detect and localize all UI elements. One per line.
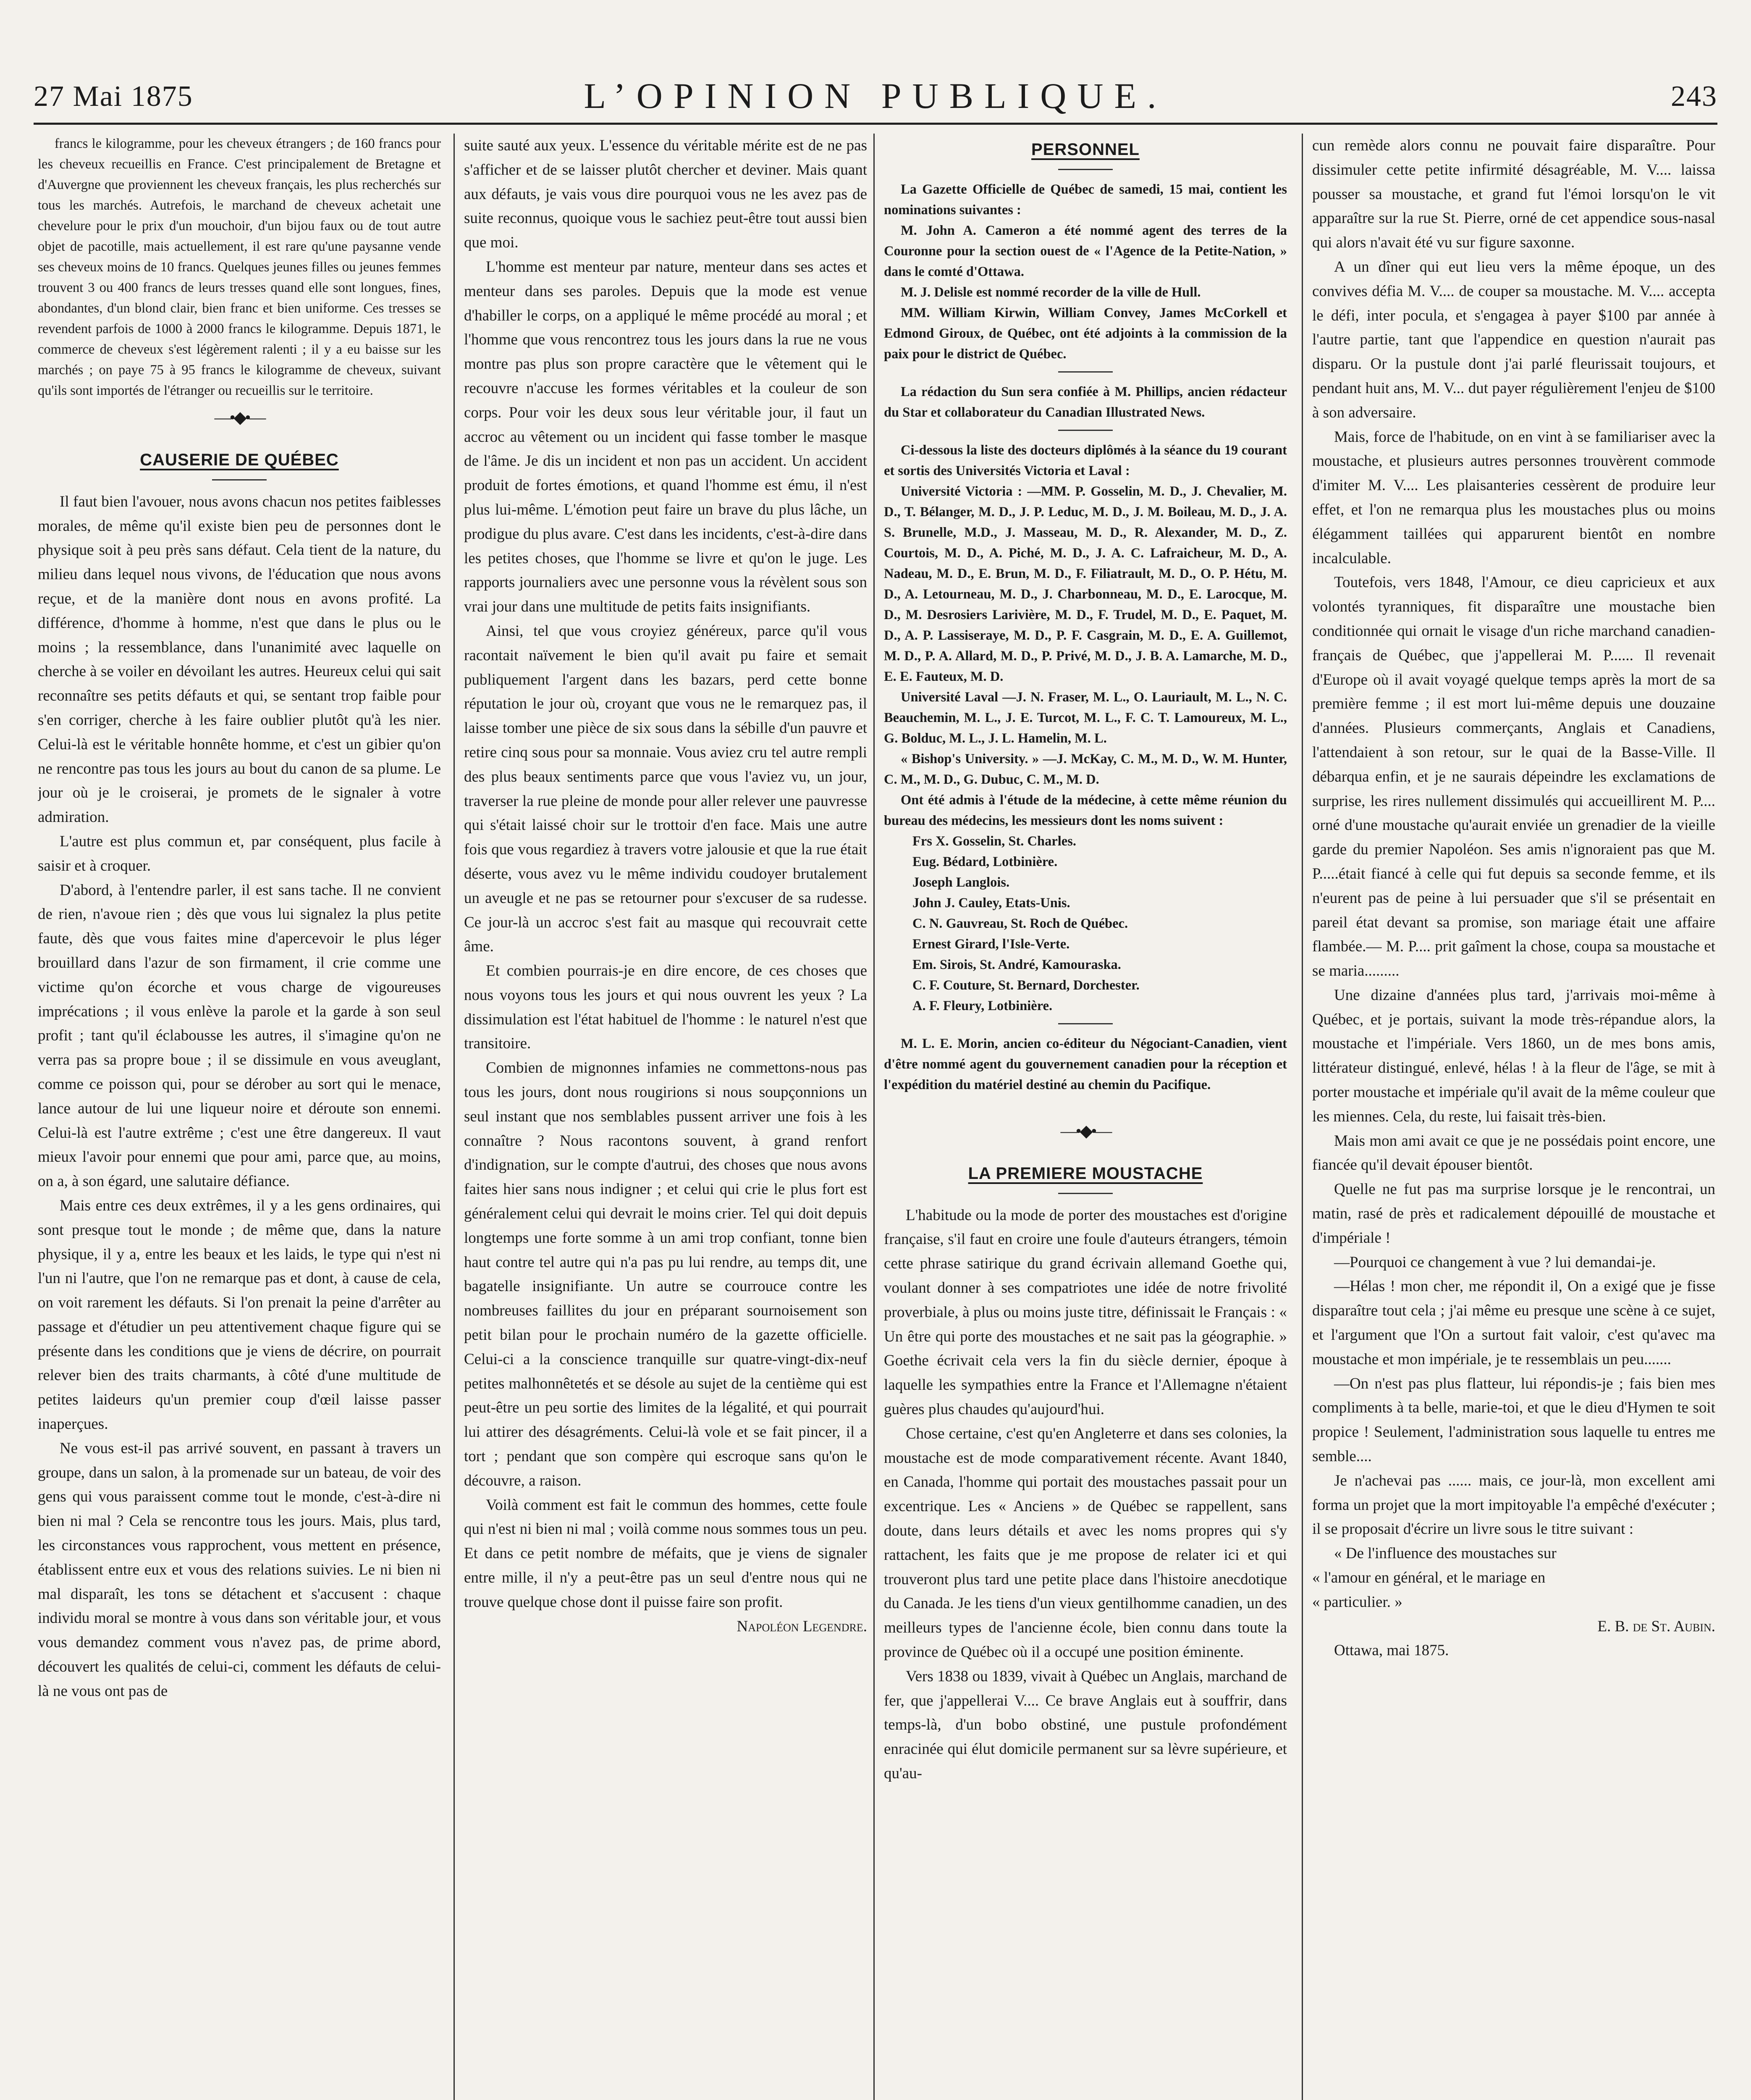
paragraph: Mais mon ami avait ce que je ne possédais point encore, une fiancée qu'il devait épouser bientôt. bbox=[1312, 1132, 1715, 1174]
paragraph: Combien de mignonnes infamies ne commettons-nous pas tous les jours, dont nous rougirions si nous soupçonnions un seul instant que nos semblables pussent arriver une fois à les connaître ? Nous racontons souvent, à grand renfort d'indignation, sur le compte d'autrui, des choses que nous avons faites hier sans nous indigner ; et celui qui crie le plus fort est généralement celui qui devrait le moins crier. Tel qui doit depuis longtemps une forte somme à un ami trop confiant, tonne bien haut contre tel autre qui n'a pas pu lui rendre, au temps dit, une bagatelle insignifiante. Un autre se courrouce contre les nombreuses faillites du jour en préparant sournoisement son petit bilan pour le prochain numéro de la gazette officielle. Celui-ci a la conscience tranquille sur quatre-vingt-dix-neuf petites malhonnêtetés et se désole au sujet de la centième qui est peut-être un peu sortie des limites de la légalité, et qui pourrait lui attirer des désagréments. Celui-là vole et se fait pincer, il a tort ; pendant que son compère qui escroque sans qu'on le découvre, a raison. bbox=[464, 1059, 867, 1489]
masthead: L’OPINION PUBLIQUE. bbox=[584, 76, 1167, 116]
paragraph: Université Victoria : —MM. P. Gosselin, M. D., J. Chevalier, M. D., T. Bélanger, M. D., J. P. Leduc, M. D., J. M. Boileau, M. D., J. A. S. Brunelle, M.D., J. Masseau, M. D., R. Alexander, M. D., Z. Courtois, M. D., A. Piché, M. D., J. A. C. Lafraicheur, M. D., A. Nadeau, M. D., E. Brun, M. D., F. Filiatrault, M. D., O. P. Hétu, M. D., A. Letourneau, M. D., J. Charbonneau, M. D., E. Larocque, M. D., M. Desrosiers Larivière, M. D., F. Trudel, M. D., E. Paquet, M. D., A. P. Lassiseraye, M. D., P. F. Casgrain, M. D., E. A. Guillemot, M. D., P. A. Allard, M. D., P. Privé, M. D., J. B. A. Lamarche, M. D., E. E. Fauteux, M. D. bbox=[884, 483, 1287, 684]
paragraph: Ainsi, tel que vous croyiez généreux, parce qu'il vous racontait naïvement le bien qu'il avait pu faire et semait publiquement l'argent dans les bazars, perd cette bonne réputation le jour où, croyant que vous ne le remarquez pas, il laisse tomber une pièce de six sous dans la sébille d'un pauvre et retire cinq sous pour sa monnaie. Vous aviez cru tel autre rempli des plus beaux sentiments parce que vous l'aviez vu, un jour, traverser la rue pleine de monde pour aller relever une pauvresse qui s'était laissé choir sur le trottoir d'en face. Mais une autre fois que vous regardiez à travers votre jalousie et que la rue était déserte, vous avez vu le même individu coudoyer brutalement un aveugle et ne pas se retourner pour s'excuser de sa rudesse. Ce jour-là un accroc s'est fait au masque qui recouvrait cette âme. bbox=[464, 622, 867, 956]
page-number: 243 bbox=[1671, 80, 1717, 113]
paragraph: —On n'est pas plus flatteur, lui répondis-je ; fais bien mes compliments à ta belle, marie-toi, et que le dieu d'Hymen te soit propice ! Seulement, l'administration sous laquelle tu entres me semble.... bbox=[1312, 1375, 1715, 1465]
list-item: C. F. Couture, St. Bernard, Dorchester. bbox=[912, 977, 1140, 993]
place-date: Ottawa, mai 1875. bbox=[1334, 1642, 1449, 1659]
paragraph: L'homme est menteur par nature, menteur dans ses actes et menteur dans ses paroles. Depuis que la mode est venue d'habiller le corps, on a appliqué le même procédé au moral ; et l'homme que vous rencontrez tous les jours dans la rue ne vous montre pas plus son propre caractère que le vêtement qui le recouvre n'accuse les formes véritables et la couleur de son corps. Pour voir les deux sous leur véritable jour, il faut un accroc au vêtement ou un incident qui fasse tomber le masque de l'âme. Je dis un incident et non pas un accident. Un accident produit de fortes émotions, et quand l'homme est ému, il n'est plus lui-même. L'émotion peut faire un brave du plus lâche, un prodigue du plus avare. C'est dans les incidents, c'est-à-dire dans les petites choses, que l'homme se livre et qu'on le juge. Les rapports journaliers avec une personne vous la révèlent sous son vrai jour dans une multitude de petits faits insignifiants. bbox=[464, 258, 867, 616]
paragraph: —Pourquoi ce changement à vue ? lui demandai-je. bbox=[1334, 1253, 1656, 1271]
notice-rule bbox=[1058, 371, 1113, 373]
heading-rule bbox=[1058, 169, 1113, 170]
author-signature: E. B. de St. Aubin. bbox=[1597, 1617, 1715, 1635]
book-title-line: « De l'influence des moustaches sur bbox=[1334, 1545, 1557, 1562]
issue-date: 27 Mai 1875 bbox=[34, 80, 193, 113]
list-item: Frs X. Gosselin, St. Charles. bbox=[912, 833, 1076, 849]
list-item: A. F. Fleury, Lotbinière. bbox=[912, 998, 1053, 1013]
column-rule bbox=[873, 134, 875, 2100]
paragraph: D'abord, à l'entendre parler, il est sans tache. Il ne convient de rien, n'avoue rien ; dès que vous lui signalez la plus petite faute, dès que vous faites mine d'apercevoir le plus léger brouillard dans l'azur de son firmament, il crie comme une victime qu'on écorche et vous charge de vigoureuses imprécations ; il vous enlève la parole et la garde à son seul profit ; tant qu'il éclabousse les autres, il s'imagine qu'on ne verra pas sa propre boue ; il se dissimule en vous aveuglant, comme ce poisson qui, pour se dérober au sort qui le menace, lance autour de lui une liqueur noire et déroute son ennemi. Celui-là est l'autre extrême ; c'est une être dangereux. Il vaut mieux l'avoir pour ennemi que pour ami, parce que, au moins, on a, à son égard, une salutaire défiance. bbox=[38, 881, 441, 1190]
personnel-notices bbox=[884, 179, 1287, 1095]
section-heading-causerie: CAUSERIE DE QUÉBEC bbox=[140, 451, 339, 469]
paragraph: suite sauté aux yeux. L'essence du véritable mérite est de ne pas s'afficher et de se laisser plutôt chercher et deviner. Mais quant aux défauts, je vais vous dire pourquoi vous ne les avez pas de suite reconnus, quoique vous le sachiez peut-être tout aussi bien que moi. bbox=[464, 137, 867, 252]
paragraph: Voilà comment est fait le commun des hommes, cette foule qui n'est ni bien ni mal ; voilà comme nous sommes tous un peu. Et dans ce petit nombre de méfaits, que je viens de signaler entre mille, il n'y a peut-être pas un seul d'entre nous qui ne trouve quelque chose dont il puisse faire son profit. bbox=[464, 1496, 867, 1611]
paragraph: « Bishop's University. » —J. McKay, C. M., M. D., W. M. Hunter, C. M., M. D., G. Dubuc, C. M., M. D. bbox=[884, 751, 1287, 787]
list-item: Em. Sirois, St. André, Kamouraska. bbox=[912, 957, 1121, 972]
list-item: Ernest Girard, l'Isle-Verte. bbox=[912, 936, 1070, 952]
column-3 bbox=[884, 134, 1287, 2100]
book-title-line: « l'amour en général, et le mariage en bbox=[1312, 1569, 1546, 1587]
paragraph: Chose certaine, c'est qu'en Angleterre et dans ses colonies, la moustache est de mode comparativement récente. Avant 1840, en Canada, l'homme qui portait des moustaches passait pour un excentrique. Les « Anciens » de Québec se rappellent, sans doute, dans leurs détails et avec les noms propres qui s'y rattachent, les faits que je me propose de relater ici et qui trouveront plus tard une petite place dans l'histoire anecdotique du Canada. Je les tiens d'un vieux gentilhomme canadien, un des meilleurs types de l'ancienne école, bien connu dans toute la province de Québec où il a occupé une position éminente. bbox=[884, 1425, 1287, 1661]
ornament-separator: —•◆•— bbox=[1060, 1121, 1111, 1140]
page-header bbox=[34, 71, 1717, 126]
column-rule bbox=[453, 134, 455, 2100]
book-title-line: « particulier. » bbox=[1312, 1593, 1402, 1611]
paragraph: Ci-dessous la liste des docteurs diplômés à la séance du 19 courant et sortis des Universités Victoria et Laval : bbox=[884, 442, 1287, 478]
paragraph: Quelle ne fut pas ma surprise lorsque je le rencontrai, un matin, rasé de près et radicalement dépouillé de moustache et d'impériale ! bbox=[1312, 1181, 1715, 1247]
paragraph: La rédaction du Sun sera confiée à M. Phillips, ancien rédacteur du Star et collaborateur du Canadian Illustrated News. bbox=[884, 384, 1287, 420]
list-item: Joseph Langlois. bbox=[912, 874, 1010, 890]
list-item: Eug. Bédard, Lotbinière. bbox=[912, 854, 1058, 869]
paragraph: Mais, force de l'habitude, on en vint à se familiariser avec la moustache, et plusieurs autres personnes trouvèrent commode d'imiter M. V.... Les plaisanteries cessèrent de produire leur effet, et l'on ne remarqua plus les moustaches plus ou moins élégamment taillées qui apparurent bientôt en nombre incalculable. bbox=[1312, 428, 1715, 567]
paragraph: Ne vous est-il pas arrivé souvent, en passant à travers un groupe, dans un salon, à la promenade sur un bateau, de voir des gens qui vous paraissent comme tout le monde, c'est-à-dire ni bien ni mal ? Cela se rencontre tous les jours. Mais, plus tard, les circonstances vous rapprochent, vous mettent en présence, établissent entre eux et vous des relations suivies. Le ni bien ni mal disparaît, les tons se détachent et s'accusent : chaque individu moral se montre à vous dans son véritable jour, et vous vous demandez comment vous n'avez pas, de prime abord, découvert les qualités de celui-ci, comment les défauts de celui-là ne vous ont pas de bbox=[38, 1439, 441, 1700]
notice-rule bbox=[1058, 1023, 1113, 1024]
column-4 bbox=[1312, 134, 1715, 2100]
column-1 bbox=[38, 134, 441, 2100]
hair-trade-excerpt bbox=[38, 134, 441, 401]
paragraph: L'autre est plus commun et, par conséquent, plus facile à saisir et à croquer. bbox=[38, 832, 441, 874]
paragraph: M. J. Delisle est nommé recorder de la ville de Hull. bbox=[901, 284, 1201, 300]
list-item: John J. Cauley, Etats-Unis. bbox=[912, 895, 1070, 911]
heading-rule bbox=[1058, 1193, 1113, 1194]
section-heading-moustache: LA PREMIERE MOUSTACHE bbox=[968, 1164, 1203, 1183]
column-2 bbox=[464, 134, 867, 2100]
header-rule bbox=[34, 123, 1717, 125]
paragraph: M. L. E. Morin, ancien co-éditeur du Négociant-Canadien, vient d'être nommé agent du gouvernement canadien pour la réception et l'expédition du matériel destiné au chemin du Pacifique. bbox=[884, 1036, 1287, 1092]
paragraph: Je n'achevai pas ...... mais, ce jour-là, mon excellent ami forma un projet que la mort impitoyable l'a empêché d'exécuter ; il se proposait d'écrire un livre sous le titre suivant : bbox=[1312, 1472, 1715, 1538]
paragraph: L'habitude ou la mode de porter des moustaches est d'origine française, s'il faut en croire une foule d'auteurs étrangers, témoin cette phrase satirique du grand écrivain allemand Goethe qui, voulant donner à ses compatriotes une idée de notre frivolité proverbiale, à plus ou moins juste titre, définissait le Français : « Un être qui porte des moustaches et ne sait pas la géographie. » Goethe écrivait cela vers la fin du siècle dernier, époque à laquelle les sympathies entre la France et l'Allemagne n'étaient guères plus chaudes qu'aujourd'hui. bbox=[884, 1206, 1287, 1418]
paragraph: cun remède alors connu ne pouvait faire disparaître. Pour dissimuler cette petite infirmité désagréable, M. V.... laissa pousser sa moustache, et grand fut l'émoi lorsqu'on le vit apparaître sur la rue St. Pierre, orné de cet appendice sous-nasal qui alors n'avait été vu sur figure saxonne. bbox=[1312, 137, 1715, 252]
heading-rule bbox=[212, 479, 267, 480]
paragraph: —Hélas ! mon cher, me répondit il, On a exigé que je fisse disparaître tout cela ; j'ai même eu presque une scène à ce sujet, et l'argument que l'On a surtout fait valoir, c'est qu'avec ma moustache et mon impériale, je te ressemblais un peu....... bbox=[1312, 1278, 1715, 1368]
paragraph: M. John A. Cameron a été nommé agent des terres de la Couronne pour la section ouest de « l'Agence de la Petite-Nation, » dans le comté d'Ottawa. bbox=[884, 223, 1287, 279]
paragraph: Vers 1838 ou 1839, vivait à Québec un Anglais, marchand de fer, que j'appellerai V.... Ce brave Anglais eut à souffrir, dans temps-là, d'un bobo obstiné, une pustule profondément enracinée qui élut domicile permanent sur sa lèvre supérieure, et qu'au- bbox=[884, 1667, 1287, 1782]
paragraph: La Gazette Officielle de Québec de samedi, 15 mai, contient les nominations suivantes : bbox=[884, 181, 1287, 218]
author-signature: Napoléon Legendre. bbox=[737, 1617, 867, 1635]
paragraph: MM. William Kirwin, William Convey, James McCorkell et Edmond Giroux, de Québec, ont été adjoints à la commission de la paix pour le district de Québec. bbox=[884, 305, 1287, 362]
list-item: C. N. Gauvreau, St. Roch de Québec. bbox=[912, 916, 1128, 931]
section-heading-personnel: PERSONNEL bbox=[1031, 140, 1140, 159]
paragraph: Une dizaine d'années plus tard, j'arrivais moi-même à Québec, et je portais, suivant la mode très-répandue alors, la moustache et l'impériale. Vers 1860, un de mes bons amis, littérateur distingué, enlevé, hélas ! à la fleur de l'âge, se mit à porter moustache et impériale qu'il avait de la même couleur que les miennes. Cela, du reste, lui faisait très-bien. bbox=[1312, 986, 1715, 1125]
paragraph: Toutefois, vers 1848, l'Amour, ce dieu capricieux et aux volontés tyranniques, fit disparaître une moustache bien conditionnée qui ornait le visage d'un riche marchand canadien-français de Québec, que j'appellerai M. P...... Il revenait d'Europe où il avait voyagé quelque temps après la mort de sa première femme ; il est mort lui-même depuis une douzaine d'années. Plusieurs commerçants, Anglais et Canadiens, l'attendaient à son retour, sur le quai de la Basse-Ville. Il débarqua enfin, et je ne saurais dépeindre les exclamations de surprise, les rires nullement dissimulés qui accueillirent M. P.... orné d'une moustache qu'aurait enviée un grenadier de la vieille garde du premier Napoléon. Ses amis n'ignoraient pas que M. P.....était fiancé à celle qui fut depuis sa seconde femme, et ils n'eurent pas de peine à lui persuader que s'il se présentait en pareil état devant sa promise, son mariage était une affaire flambée.— M. P.... prit gaîment la chose, coupa sa moustache et se maria......... bbox=[1312, 574, 1715, 980]
paragraph: Il faut bien l'avouer, nous avons chacun nos petites faiblesses morales, de même qu'il existe bien peu de personnes dont le physique soit à peu près sans défaut. Cela tient de la nature, du milieu dans lequel nous vivons, de l'éducation que nous avons reçue, et de la manière dont nous en avons profité. La différence, d'homme à homme, n'est que dans le plus ou le moins ; la ressemblance, dans l'unanimité avec laquelle on cherche à se voiler en dévoilant les autres. Heureux celui qui sait reconnaître ses petits défauts et qui, se sentant trop faible pour s'en corriger, cherche à les faire oublier plutôt qu'à les nier. Celui-là est le véritable honnête homme, et c'est un gibier qu'on ne rencontre pas tous les jours au bout du canon de sa plume. Le jour où je le croiserai, je promets de le signaler à votre admiration. bbox=[38, 493, 441, 826]
paragraph: francs le kilogramme, pour les cheveux étrangers ; de 160 francs pour les cheveux recueillis en France. C'est principalement de Bretagne et d'Auvergne que proviennent les cheveux français, les plus recherchés sur tous les marchés. Autrefois, le marchand de cheveux achetait une chevelure pour le prix d'un mouchoir, d'un bijou faux ou de tout autre objet de pacotille, mais actuellement, il est rare qu'une paysanne vende ses cheveux moins de 10 francs. Quelques jeunes filles ou jeunes femmes trouvent 3 ou 400 francs de leurs tresses quand elle sont longues, fines, abondantes, d'un blond clair, bien franc et bien uniforme. Ces tresses se revendent parfois de 1000 à 2000 francs le kilogramme. Depuis 1871, le commerce de cheveux s'est légèrement ralenti ; il y a eu baisse sur les marchés ; on paye 75 à 95 francs le kilogramme de cheveux, suivant qu'ils sont importés de l'étranger ou recueillis sur le territoire. bbox=[38, 136, 441, 398]
paragraph: Et combien pourrais-je en dire encore, de ces choses que nous voyons tous les jours et qui nous ouvrent les yeux ? La dissimulation est l'état habituel de l'homme : le naturel n'est que transitoire. bbox=[464, 962, 867, 1053]
paragraph: Mais entre ces deux extrêmes, il y a les gens ordinaires, qui sont presque tout le monde ; de même que, dans la nature physique, il y a, entre les beaux et les laids, le type qui n'est ni l'un ni l'autre, que l'on ne remarque pas et dont, à cause de cela, on voit rarement les défauts. Si l'on prenait la peine d'arrêter au passage et d'étudier un peu attentivement chaque figure qui se présente dans les conditions que je viens de décrire, on pourrait relever bien des traits charmants, à côté d'une multitude de petites laideurs qu'un premier coup d'œil laisse passer inaperçues. bbox=[38, 1197, 441, 1433]
column-rule bbox=[1302, 134, 1303, 2100]
paragraph: Université Laval —J. N. Fraser, M. L., O. Lauriault, M. L., N. C. Beauchemin, M. L., J. E. Turcot, M. L., F. C. T. Lamoureux, M. L., G. Bolduc, M. L., J. L. Hamelin, M. L. bbox=[884, 689, 1287, 746]
paragraph: A un dîner qui eut lieu vers la même époque, un des convives défia M. V.... de couper sa moustache. M. V.... accepta le défi, inter pocula, et s'engagea à payer $100 par année à l'autre partie, tant que l'appendice en question n'aurait pas disparu. Or la pustule dont j'ai parlé fleurissait toujours, et pendant huit ans, M. V... dut payer régulièrement l'enjeu de $100 à son adversaire. bbox=[1312, 258, 1715, 421]
notice-rule bbox=[1058, 430, 1113, 431]
paragraph: Ont été admis à l'étude de la médecine, à cette même réunion du bureau des médecins, les messieurs dont les noms suivent : bbox=[884, 792, 1287, 828]
ornament-separator: —•◆•— bbox=[214, 408, 265, 427]
